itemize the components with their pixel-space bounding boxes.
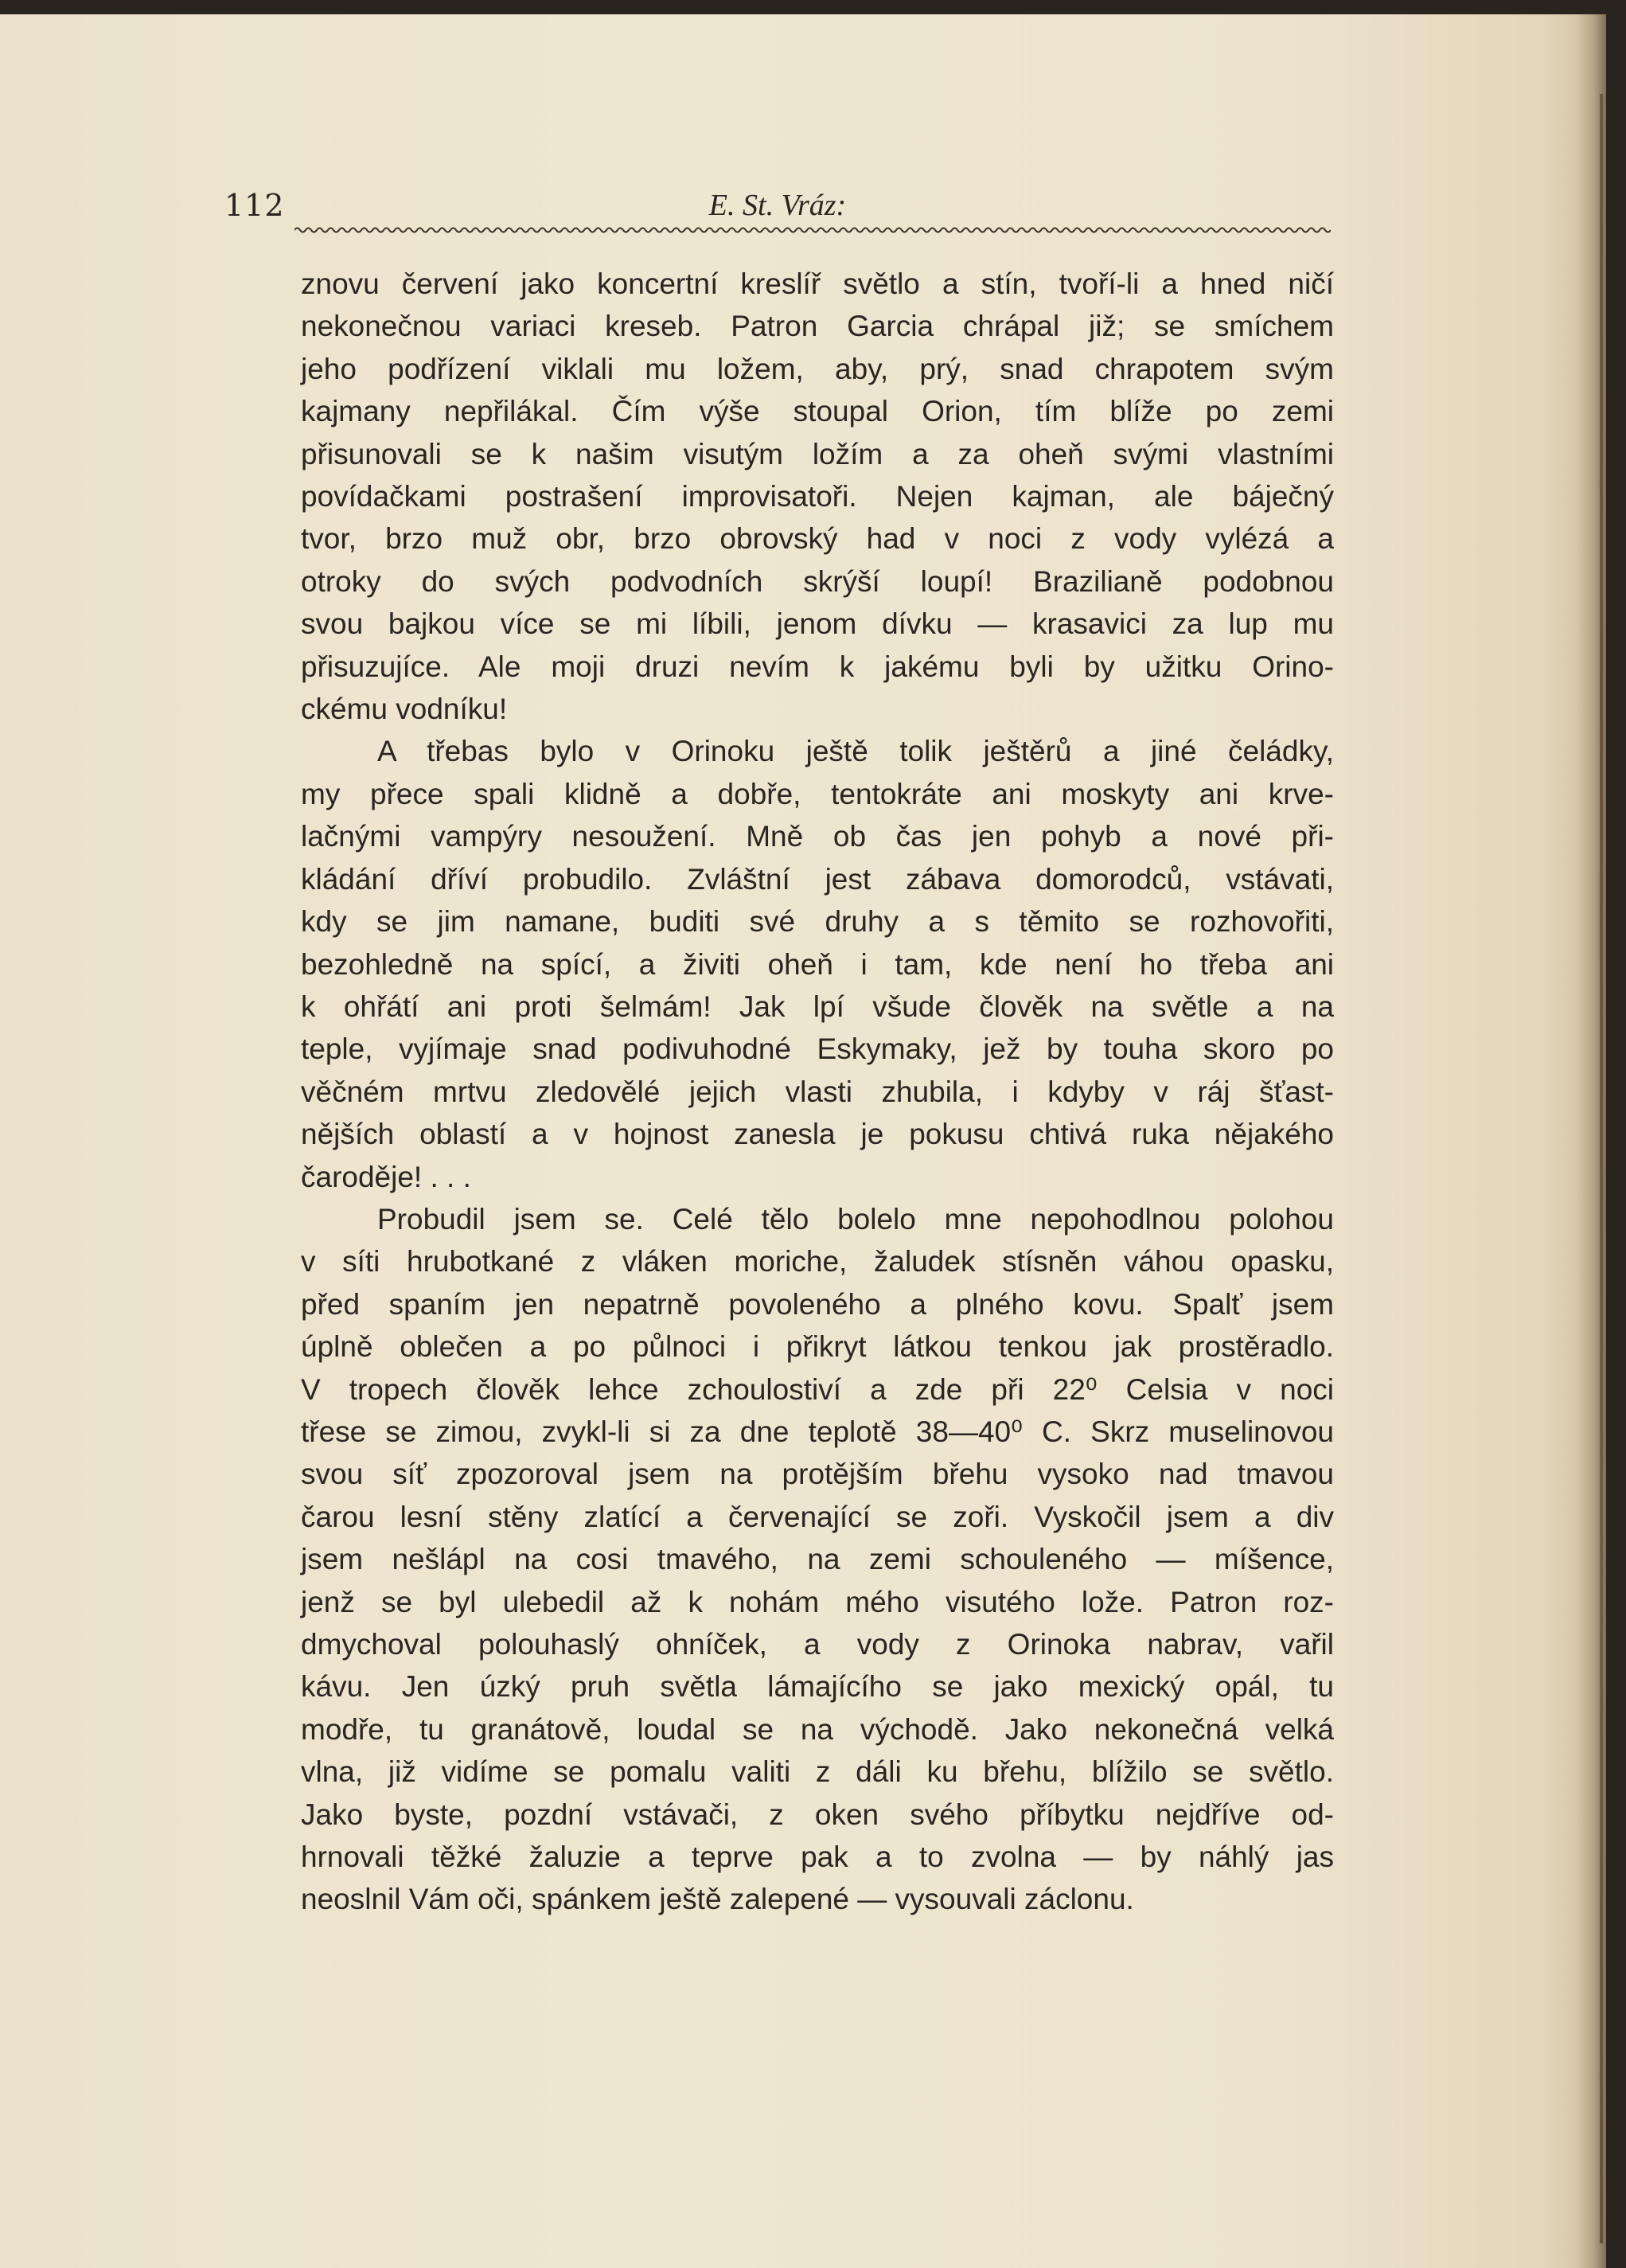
- text-line: V tropech člověk lehce zchoulostiví a zde při 22⁰ Celsia v noci: [301, 1372, 1334, 1406]
- book-page: [0, 14, 1606, 2268]
- text-line: tvor, brzo muž obr, brzo obrovský had v noci z vody vylézá a: [301, 522, 1334, 556]
- text-line: lačnými vampýry nesoužení. Mně ob čas jen pohyb a nové při-: [301, 820, 1334, 853]
- text-line: k ohřátí ani proti šelmám! Jak lpí všude člověk na světle a na: [301, 990, 1334, 1023]
- wavy-rule-divider: [294, 224, 1331, 236]
- text-line: jeho podřízení viklali mu ložem, aby, prý, snad chrapotem svým: [301, 352, 1334, 385]
- text-line: před spaním jen nepatrně povoleného a plného kovu. Spalť jsem: [301, 1287, 1334, 1321]
- text-line: nějších oblastí a v hojnost zanesla je pokusu chtivá ruka nějakého: [301, 1118, 1334, 1151]
- text-line: věčném mrtvu zledovělé jejich vlasti zhubila, i kdyby v ráj šťast-: [301, 1075, 1334, 1108]
- text-line: neoslnil Vám oči, spánkem ještě zalepené — vysouvali záclonu.: [301, 1883, 1134, 1916]
- text-line: čarou lesní stěny zlatící a červenající se zoři. Vyskočil jsem a div: [301, 1500, 1334, 1533]
- text-line: hrnovali těžké žaluzie a teprve pak a to zvolna — by náhlý jas: [301, 1841, 1334, 1874]
- text-line: nekonečnou variaci kreseb. Patron Garcia chrápal již; se smíchem: [301, 310, 1334, 343]
- text-line: modře, tu granátově, loudal se na východě. Jako nekonečná velká: [301, 1712, 1334, 1746]
- text-line: kajmany nepřilákal. Čím výše stoupal Orion, tím blíže po zemi: [301, 395, 1334, 428]
- text-line: čaroděje! . . .: [301, 1160, 471, 1193]
- text-line: jsem nešlápl na cosi tmavého, na zemi schouleného — míšence,: [301, 1543, 1334, 1576]
- text-line: v síti hrubotkané z vláken moriche, žaludek stísněn váhou opasku,: [301, 1245, 1334, 1278]
- text-line: Jako byste, pozdní vstávači, z oken svého příbytku nejdříve od-: [301, 1798, 1334, 1831]
- text-line: povídačkami postrašení improvisatoři. Nejen kajman, ale báječný: [301, 480, 1334, 513]
- text-line: vlna, již vidíme se pomalu valiti z dáli ku břehu, blížilo se světlo.: [301, 1755, 1334, 1789]
- text-line: úplně oblečen a po půlnoci i přikryt látkou tenkou jak prostěradlo.: [301, 1330, 1334, 1364]
- text-line: dmychoval polouhaslý ohníček, a vody z Orinoka nabrav, vařil: [301, 1628, 1334, 1661]
- text-line: znovu červení jako koncertní kreslíř světlo a stín, tvoří-li a hned ničí: [301, 267, 1334, 300]
- text-line: bezohledně na spící, a živiti oheň i tam, kde není ho třeba ani: [301, 947, 1334, 981]
- text-line: ckému vodníku!: [301, 693, 508, 726]
- running-head: E. St. Vráz:: [708, 189, 847, 222]
- text-line: A třebas bylo v Orinoku ještě tolik ještěrů a jiné čeládky,: [377, 735, 1334, 768]
- page-number: 112: [224, 188, 285, 223]
- page-header: [224, 172, 1331, 236]
- text-line: kdy se jim namane, buditi své druhy a s těmito se rozhovořiti,: [301, 905, 1334, 939]
- body-text: [301, 263, 1334, 1921]
- paragraph: [301, 730, 1334, 1197]
- text-line: my přece spali klidně a dobře, tentokráte ani moskyty ani krve-: [301, 777, 1334, 810]
- text-line: Probudil jsem se. Celé tělo bolelo mne nepohodlnou polohou: [377, 1202, 1334, 1235]
- text-line: jenž se byl ulebedil až k nohám mého visutého lože. Patron roz-: [301, 1585, 1334, 1618]
- text-line: kávu. Jen úzký pruh světla lámajícího se jako mexický opál, tu: [301, 1670, 1334, 1704]
- text-line: přisuzujíce. Ale moji druzi nevím k jakému byli by užitku Orino-: [301, 650, 1334, 683]
- text-line: svou síť zpozoroval jsem na protějším břehu vysoko nad tmavou: [301, 1458, 1334, 1491]
- text-line: otroky do svých podvodních skrýší loupí! Brazilianě podobnou: [301, 564, 1334, 598]
- text-line: kládání dříví probudilo. Zvláštní jest zábava domorodců, vstávati,: [301, 862, 1334, 896]
- text-line: přisunovali se k našim visutým ložím a za oheň svými vlastními: [301, 437, 1334, 470]
- paragraph: [301, 263, 1334, 730]
- text-line: teple, vyjímaje snad podivuhodné Eskymaky, jež by touha skoro po: [301, 1033, 1334, 1066]
- text-line: svou bajkou více se mi líbili, jenom dívku — krasavici za lup mu: [301, 607, 1334, 641]
- text-line: třese se zimou, zvykl-li si za dne teplotě 38—40⁰ C. Skrz muselinovou: [301, 1415, 1334, 1448]
- binding-edge: [1600, 94, 1603, 2243]
- paragraph: [301, 1198, 1334, 1921]
